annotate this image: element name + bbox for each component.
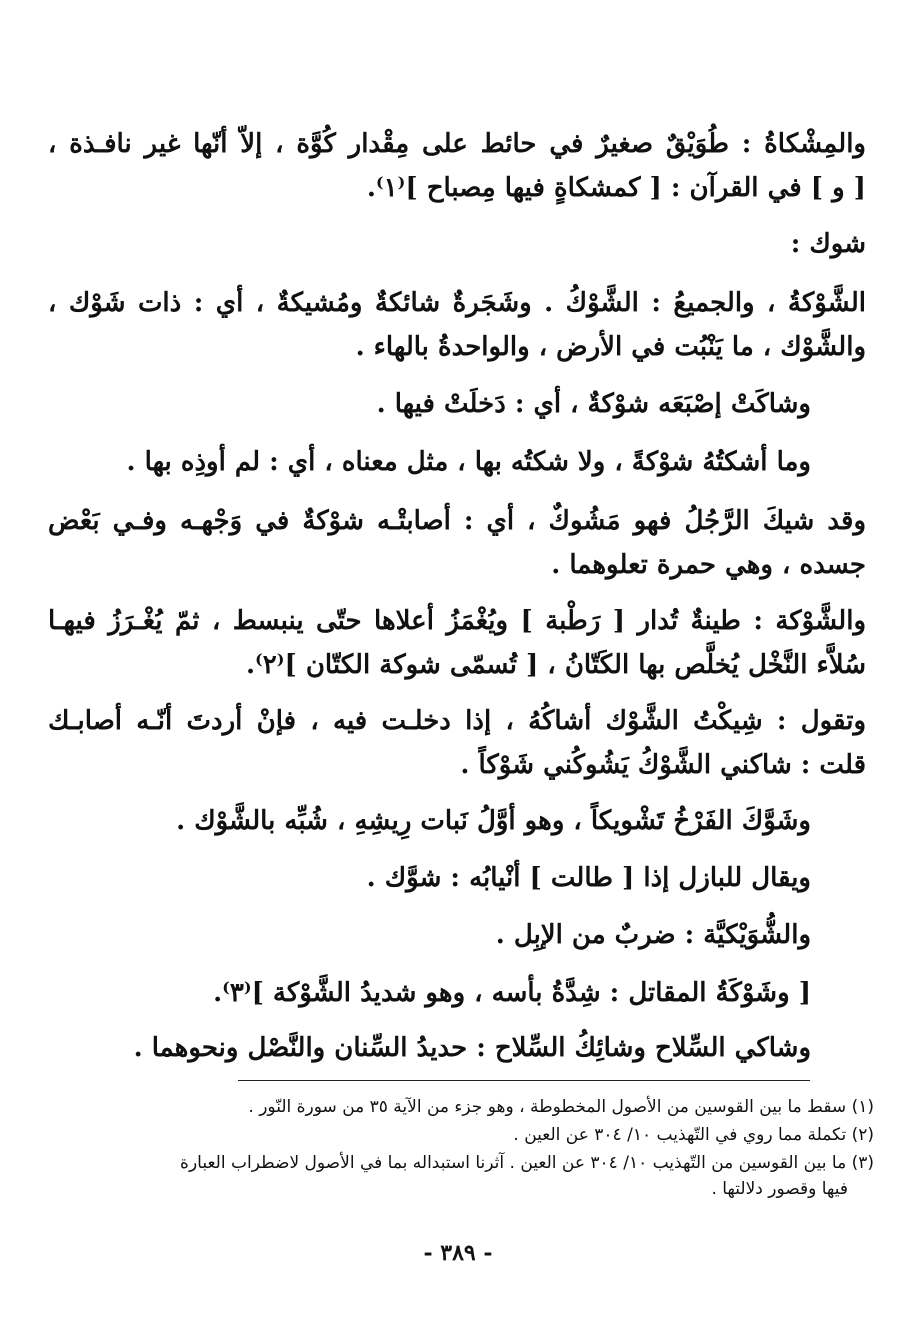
text-line: وشَوَّكَ الفَرْخُ تَشْويكاً ، وهو أوَّلُ نَبات رِيشِهِ ، شُبِّه بالشَّوْك .: [176, 806, 811, 836]
text-line: والشُّوَيْكيَّة : ضربٌ من الإبِل .: [495, 920, 811, 950]
footnote-divider: [238, 1080, 810, 1081]
text-line: قلت : شاكني الشَّوْكُ يَشُوكُني شَوْكاً .: [460, 750, 866, 780]
text-line: [ و ] في القرآن : [ كمشكاةٍ فيها مِصباح ]⁽١⁾.: [366, 173, 866, 203]
text-line: وتقول : شِيكْتُ الشَّوْك أشاكُهُ ، إذا دخلـت فيه ، فإنْ أردتَ أنّـه أصابـك: [48, 706, 866, 736]
footnote: (١) سقط ما بين القوسين من الأصول المخطوطة ، وهو جزء من الآية ٣٥ من سورة النّور .: [248, 1097, 874, 1117]
text-line: وشاكَتْ إصْبَعَه شوْكةٌ ، أي : دَخلَتْ فيها .: [376, 389, 811, 419]
text-line: سُلاَّء النَّخْل يُخلَّص بها الكَتّانُ ، [ تُسمّى شوكة الكتّان ]⁽٢⁾.: [245, 650, 866, 680]
text-line: وشاكي السِّلاح وشائِكُ السِّلاح : حديدُ السِّنان والنَّصْل ونحوهما .: [133, 1033, 811, 1063]
text-line: والشَّوْك ، ما يَنْبُت في الأرض ، والواحدةُ بالهاء .: [355, 332, 866, 362]
text-line: ويقال للبازل إذا [ طالت ] أنْيابُه : شوَّك .: [366, 863, 811, 893]
entry-heading: شوك :: [790, 229, 866, 259]
text-line: والشَّوْكة : طينةٌ تُدار [ رَطْبة ] ويُغْمَزُ أعلاها حتّى ينبسط ، ثمّ يُغْـرَزُ فيهـا: [48, 606, 866, 636]
text-line: وقد شيكَ الرَّجُلُ فهو مَشُوكٌ ، أي : أصابتْـه شوْكةٌ في وَجْهـه وفـي بَعْض: [48, 506, 866, 536]
text-line: وما أشكتُهُ شوْكةً ، ولا شكتُه بها ، مثل معناه ، أي : لم أوذِه بها .: [126, 447, 811, 477]
text-line: والمِشْكاةُ : طُوَيْقٌ صغيرٌ في حائط على مِقْدار كُوَّة ، إلاّ أنّها غير نافـذة ،: [48, 129, 866, 159]
page-number: - ٣٨٩ -: [423, 1240, 493, 1266]
footnote-continuation: فيها وقصور دلالتها .: [711, 1179, 848, 1199]
text-line: [ وشَوْكَةُ المقاتل : شِدَّةُ بأسه ، وهو شديدُ الشَّوْكة ]⁽٣⁾.: [213, 978, 811, 1008]
footnote: (٢) تكملة مما روي في التّهذيب ١٠/ ٣٠٤ عن العين .: [513, 1125, 874, 1145]
footnote: (٣) ما بين القوسين من التّهذيب ١٠/ ٣٠٤ عن العين . آثرنا استبداله بما في الأصول لاضطراب العبارة: [180, 1153, 874, 1173]
text-line: جسده ، وهي حمرة تعلوهما .: [551, 550, 866, 580]
text-line: الشَّوْكةُ ، والجميعُ : الشَّوْكُ . وشَجَرةٌ شائكةٌ ومُشيكةٌ ، أي : ذات شَوْك ،: [48, 288, 866, 318]
